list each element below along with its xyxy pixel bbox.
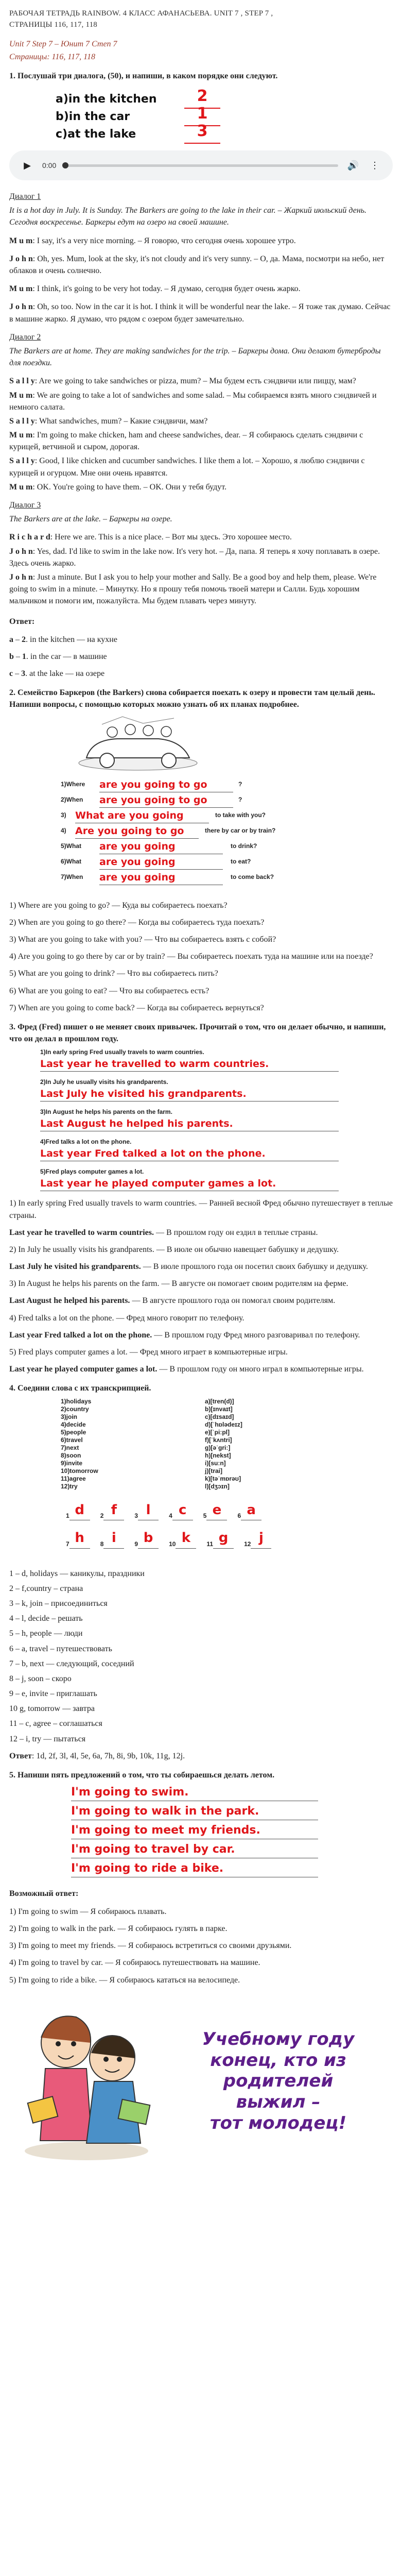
- dialogue-line: J o h n: Oh, so too. Now in the car it is hot. I think it will be wonderful near the lake. – Я тоже так думаю. Сейчас в машине жарко. Я думаю, что рядом с озером будет замечательно.: [9, 302, 391, 324]
- transcription: k)[təˈmɒrəʊ]: [205, 1475, 241, 1482]
- ex3-row: 3)In August he helps his parents on the farm. Last August he helped his parents.: [40, 1108, 339, 1131]
- word: 4)decide: [61, 1420, 86, 1428]
- ex1-answer-item: c – 3. at the lake — на озере: [9, 669, 105, 679]
- title-line-2: СТРАНИЦЫ 116, 117, 118: [9, 20, 97, 29]
- audio-time: 0:00: [42, 161, 57, 170]
- transcription: e)[ˈpiːpl]: [205, 1428, 230, 1436]
- ex5-title: 5. Напиши пять предложений о том, что ты собираешься делать летом.: [9, 1771, 275, 1780]
- transcription: h)[nekst]: [205, 1451, 231, 1459]
- ex4-answer: 10 g, tomorrow — завтра: [9, 1704, 95, 1714]
- ex1-row: b)in the car: [56, 110, 130, 124]
- answer-grid-row: 1 d 2 f 3 l 4 c 5 e 6 a: [66, 1501, 344, 1521]
- word: 6)travel: [61, 1436, 83, 1444]
- ex4-transcriptions: [205, 1398, 298, 1490]
- ex4-image: [61, 1398, 349, 1568]
- dialogue-line: M u m: OK. You're going to have them. – OK. Они у тебя будут.: [9, 482, 227, 492]
- ex3-answer: Last year he travelled to warm countries. — В прошлом году он ездил в теплые страны.: [9, 1228, 318, 1237]
- word: 5)people: [61, 1428, 86, 1436]
- dialogue-line: M u m: We are going to take a lot of sandwiches and some salad. – Мы собираемся взять много сэндвичей и немного салата.: [9, 391, 377, 412]
- unit-line: Unit 7 Step 7 – Юнит 7 Степ 7: [9, 39, 117, 48]
- transcription: b)[ɪnvaɪt]: [205, 1405, 233, 1413]
- ex1-answer-item: a – 2. in the kitchen — на кухне: [9, 635, 117, 644]
- ex2-image: [61, 714, 349, 900]
- dialogue-1-head: Диалог 1: [9, 192, 41, 201]
- ex2-title: 2. Семейство Баркеров (the Barkers) снова собирается поехать к озеру и провести там целый день. Напиши вопросы, с помощью которых можно узнать об их планах подробнее.: [9, 688, 375, 709]
- ex4-answer: 3 – k, join – присоединиться: [9, 1599, 108, 1608]
- ex5-answer-label: Возможный ответ:: [9, 1889, 79, 1898]
- ex5-line: I'm going to meet my friends.: [71, 1822, 318, 1839]
- ex1-answer: 1: [184, 103, 220, 126]
- word: 8)soon: [61, 1451, 81, 1459]
- transcription: g)[əˈɡriː]: [205, 1444, 231, 1451]
- ex2-row: 6)What are you going to eat?: [61, 857, 349, 870]
- ex5-line: I'm going to ride a bike.: [71, 1860, 318, 1877]
- poster-text: Учебному году конец, кто из родителей выжил – тот молодец!: [202, 2028, 355, 2133]
- ex5-answer: 5) I'm going to ride a bike. — Я собираюсь кататься на велосипеде.: [9, 1975, 240, 1985]
- volume-icon[interactable]: 🔊: [347, 160, 359, 171]
- ex4-answers: [9, 1568, 393, 1745]
- dialogue-line: J o h n: Just a minute. But I ask you to help your mother and Sally. Be a good boy and help them, please. We're going to swim in a minute. – Минутку. Но я прошу тебя помочь твоей матери и Салли. Будь хорошим мальчиком и помоги им, пожалуйста. Мы будем плавать через минуту.: [9, 572, 377, 606]
- ex5-image: [71, 1784, 318, 1877]
- ex4-answer: 8 – j, soon – скоро: [9, 1674, 72, 1683]
- ex2-answer: 3) What are you going to take with you? — Что вы собираетесь взять с собой?: [9, 935, 276, 944]
- dialogue-3-intro: The Barkers are at the lake. – Баркеры на озере.: [9, 515, 172, 524]
- dialogue-line: S a l l y: Are we going to take sandwiches or pizza, mum? – Мы будем есть сэндвичи или пиццу, мам?: [9, 377, 356, 386]
- ex4-words: [61, 1398, 153, 1490]
- word: 12)try: [61, 1482, 78, 1490]
- ex5-answer: 3) I'm going to meet my friends. — Я собираюсь встретиться со своими друзьями.: [9, 1941, 292, 1951]
- ex1-title: 1. Послушай три диалога, (50), и напиши, в каком порядке они следуют.: [9, 71, 278, 80]
- ex3-question: 3) In August he helps his parents on the farm. — В августе он помогает своим родителям на ферме.: [9, 1279, 348, 1289]
- dialogue-2: [9, 331, 393, 493]
- page-title: [9, 8, 393, 31]
- transcription: f)[ˈkʌntri]: [205, 1436, 232, 1444]
- title-line-1: РАБОЧАЯ ТЕТРАДЬ RAINBOW. 4 КЛАСС АФАНАСЬЕВА. UNIT 7 , STEP 7 ,: [9, 9, 273, 18]
- ex2-answer: 6) What are you going to eat? — Что вы собираетесь есть?: [9, 986, 209, 995]
- ex1-row: c)at the lake: [56, 128, 136, 141]
- ex1-answer: 3: [184, 120, 220, 144]
- ex2-row: 1)Where are you going to go ?: [61, 780, 349, 792]
- ex1-answer-label: Ответ:: [9, 617, 35, 626]
- ex1-answer-item: b – 1. in the car — в машине: [9, 652, 107, 661]
- ex5-line: I'm going to swim.: [71, 1784, 318, 1801]
- ex2-answer: 2) When are you going to go there? — Когда вы собираетесь туда поехать?: [9, 918, 265, 927]
- dialogue-line: J o h n: Yes, dad. I'd like to swim in the lake now. It's very hot. – Да, папа. Я теперь я хочу поплавать в озере. Здесь очень жарко.: [9, 547, 380, 568]
- word: 10)tomorrow: [61, 1467, 98, 1475]
- ex2-answer: 4) Are you going to go there by car or by train? — Вы собираетесь поехать туда на машине или на поезде?: [9, 952, 373, 961]
- ex4-answer: 4 – l, decide – решать: [9, 1614, 83, 1623]
- ex3-answers: [9, 1197, 393, 1375]
- ex4-answer: 9 – e, invite – приглашать: [9, 1689, 97, 1699]
- word: 7)next: [61, 1444, 79, 1451]
- word: 11)agree: [61, 1475, 86, 1482]
- audio-player[interactable]: [9, 150, 393, 180]
- ex5-answers: [9, 1906, 393, 1986]
- ex3-row: 4)Fred talks a lot on the phone. Last year Fred talked a lot on the phone.: [40, 1138, 339, 1161]
- ex3-question: 4) Fred talks a lot on the phone. — Фред много говорит по телефону.: [9, 1313, 244, 1323]
- ex2-answer: 1) Where are you going to go? — Куда вы собираетесь поехать?: [9, 901, 228, 910]
- ex5-answer: 1) I'm going to swim — Я собираюсь плавать.: [9, 1907, 167, 1916]
- dialogue-line: R i c h a r d: Here we are. This is a nice place. – Вот мы здесь. Это хорошее место.: [9, 533, 292, 542]
- ex4-answer: 5 – h, people — люди: [9, 1629, 83, 1638]
- ex2-answer: 7) When are you going to come back? — Когда вы собираетесь вернуться?: [9, 1003, 264, 1012]
- family-car-illustration: [71, 714, 205, 776]
- ex4-answer: 2 – f,country – страна: [9, 1584, 83, 1593]
- audio-progress-knob[interactable]: [62, 162, 68, 168]
- end-of-year-poster: [9, 1996, 393, 2166]
- transcription: a)[tren(d)]: [205, 1397, 234, 1405]
- pages-line: Страницы: 116, 117, 118: [9, 52, 95, 61]
- dialogue-line: S a l l y: What sandwiches, mum? – Какие сэндвичи, мам?: [9, 416, 208, 426]
- transcription: i)[suːn]: [205, 1459, 226, 1467]
- ex3-row: 5)Fred plays computer games a lot. Last year he played computer games a lot.: [40, 1167, 339, 1191]
- dialogue-line: S a l l y: Good, I like chicken and cucumber sandwiches. I like them a lot. – Хорошо, я люблю сэндвичи с курицей и огурцом. Мне они очень нравятся.: [9, 456, 365, 478]
- audio-progress-bar[interactable]: [64, 164, 338, 167]
- ex2-answers: [9, 900, 393, 1014]
- word: 9)invite: [61, 1459, 83, 1467]
- ex4-title: 4. Соедини слова с их транскрипцией.: [9, 1384, 151, 1393]
- ex4-answer: 7 – b, next — следующий, соседний: [9, 1659, 134, 1668]
- dialogue-1-intro: It is a hot day in July. It is Sunday. The Barkers are going to the lake in their car. – Жаркий июльский день. Сегодня воскресенье. Баркеры едут на озеро на своей машине.: [9, 206, 367, 227]
- ex2-row: 3) What are you going to take with you?: [61, 811, 349, 823]
- ex5-line: I'm going to travel by car.: [71, 1841, 318, 1858]
- dialogue-line: M u m: I'm going to make chicken, ham and cheese sandwiches, dear. – Я собираюсь сделать сэндвичи с курицей, ветчиной и сыром, дорогая.: [9, 431, 363, 452]
- ex2-row: 5)What are you going to drink?: [61, 842, 349, 854]
- ex1-image: [56, 85, 272, 144]
- ex2-row: 4) Are you going to go there by car or by train?: [61, 826, 349, 839]
- ex1-answer-list: [9, 634, 393, 680]
- ex3-question: 1) In early spring Fred usually travels to warm countries. — Ранней весной Фред обычно путешествует в теплые страны.: [9, 1199, 393, 1220]
- ex4-answer: 11 – c, agree – соглашаться: [9, 1719, 102, 1728]
- dialogue-3-head: Диалог 3: [9, 501, 41, 510]
- dialogue-3: [9, 499, 393, 607]
- ex3-question: 5) Fred plays computer games a lot. — Фред много играет в компьютерные игры.: [9, 1348, 288, 1357]
- transcription: c)[dɪsaɪd]: [205, 1413, 234, 1420]
- ex4-answer-grid: [66, 1501, 344, 1549]
- ex2-row: 2)When are you going to go ?: [61, 795, 349, 808]
- play-icon[interactable]: ▶: [24, 160, 31, 171]
- ex2-row: 7)When are you going to come back?: [61, 873, 349, 885]
- ex4-answer: 12 – i, try — пытаться: [9, 1734, 86, 1743]
- word: 2)country: [61, 1405, 89, 1413]
- ex3-answer: Last July he visited his grandparents. — В июле прошлого года он посетил своих бабушку и дедушку.: [9, 1262, 368, 1272]
- ex2-answer: 5) What are you going to drink? — Что вы собираетесь пить?: [9, 969, 218, 978]
- more-icon[interactable]: ⋮: [370, 160, 379, 171]
- transcription: l)[dʒɔɪn]: [205, 1482, 230, 1490]
- ex1-row: a)in the kitchen: [56, 93, 157, 106]
- ex3-answer: Last August he helped his parents. — В августе прошлого года он помогал своим родителям.: [9, 1296, 336, 1306]
- ex1-answer: 2: [184, 85, 220, 109]
- transcription: d)[ˈhɒlədeɪz]: [205, 1420, 242, 1428]
- ex5-answer: 4) I'm going to travel by car. — Я собираюсь путешествовать на машине.: [9, 1958, 260, 1968]
- ex3-answer: Last year he played computer games a lot. — В прошлом году он много играл в компьютерные игры.: [9, 1365, 364, 1374]
- dialogue-line: J o h n: Oh, yes. Mum, look at the sky, it's not cloudy and it's very sunny. – О, да. Мама, посмотри на небо, нет облаков и очень солнечно.: [9, 254, 384, 275]
- cartoon-illustration: [9, 1996, 164, 2166]
- ex3-question: 2) In July he usually visits his grandparents. — В июле он обычно навещает бабушку и дедушку.: [9, 1245, 339, 1254]
- ex3-row: 1)In early spring Fred usually travels to warm countries. Last year he travelled to warm countries.: [40, 1048, 339, 1072]
- ex3-title: 3. Фред (Fred) пишет о не меняет своих привычек. Прочитай о том, что он делает обычно, и напиши, что он делал в прошлом году.: [9, 1022, 386, 1044]
- ex5-line: I'm going to walk in the park.: [71, 1803, 318, 1820]
- word: 3)join: [61, 1413, 77, 1420]
- ex4-answer-summary: Ответ: 1d, 2f, 3l, 4l, 5e, 6a, 7h, 8i, 9b, 10k, 11g, 12j.: [9, 1751, 185, 1760]
- ex3-image: [40, 1048, 339, 1197]
- dialogue-line: M u m: I think, it's going to be very hot today. – Я думаю, сегодня будет очень жарко.: [9, 284, 301, 294]
- ex4-answer: 1 – d, holidays — каникулы, праздники: [9, 1569, 145, 1578]
- ex3-answer: Last year Fred talked a lot on the phone. — В прошлом году Фред много разговаривал по телефону.: [9, 1330, 360, 1340]
- ex4-answer: 6 – a, travel – путешествовать: [9, 1644, 112, 1653]
- dialogue-2-intro: The Barkers are at home. They are making sandwiches for the trip. – Баркеры дома. Они делают бутерброды для поездки.: [9, 346, 381, 368]
- dialogue-2-head: Диалог 2: [9, 332, 41, 342]
- word: 1)holidays: [61, 1397, 92, 1405]
- ex3-row: 2)In July he usually visits his grandparents. Last July he visited his grandparents.: [40, 1078, 339, 1101]
- transcription: j)[trai]: [205, 1467, 222, 1475]
- ex5-answer: 2) I'm going to walk in the park. — Я собираюсь гулять в парке.: [9, 1924, 228, 1934]
- dialogue-line: M u m: I say, it's a very nice morning. – Я говорю, что сегодня очень хорошее утро.: [9, 236, 296, 245]
- answer-grid-row: 7 h 8 i 9 b 10 k 11 g 12 j: [66, 1529, 344, 1549]
- dialogue-1: [9, 191, 393, 325]
